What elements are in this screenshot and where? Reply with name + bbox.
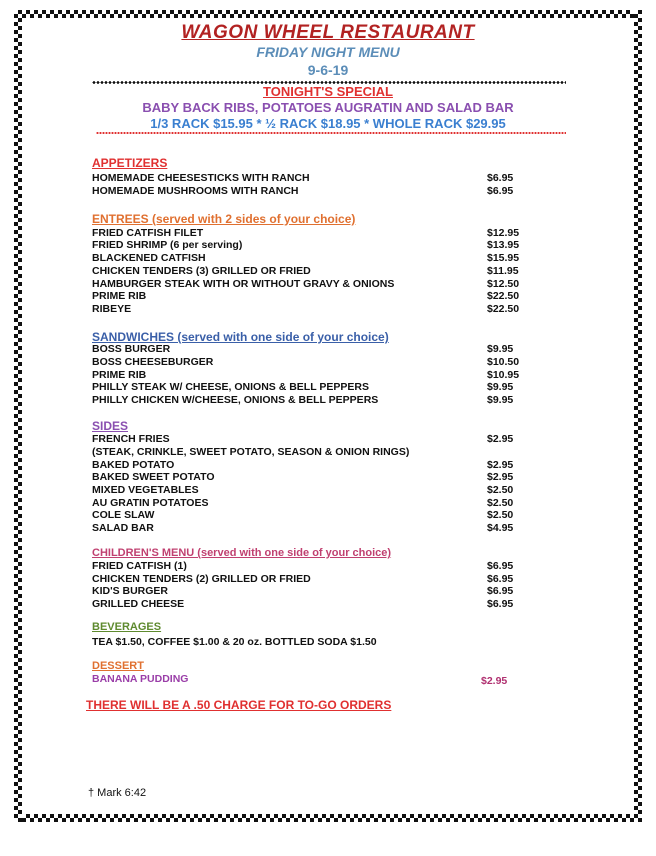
menu-item: BAKED POTATO [92,459,175,471]
menu-item: HOMEMADE MUSHROOMS WITH RANCH [92,185,299,197]
item-price: $6.95 [487,598,514,610]
beverages-text: TEA $1.50, COFFEE $1.00 & 20 oz. BOTTLED SODA $1.50 [92,636,377,648]
menu-item: HOMEMADE CHEESESTICKS WITH RANCH [92,172,310,184]
menu-item: BANANA PUDDING [92,673,189,685]
menu-item: RIBEYE [92,303,132,315]
item-price: $6.95 [487,585,514,597]
to-go-charge-notice: THERE WILL BE A .50 CHARGE FOR TO-GO ORDERS [86,698,392,712]
menu-item: PRIME RIB [92,290,147,302]
menu-item: BLACKENED CATFISH [92,252,206,264]
item-price: $12.95 [487,227,520,239]
menu-item: BAKED SWEET POTATO [92,471,215,483]
item-price: $2.95 [487,459,514,471]
item-price: $9.95 [487,394,514,406]
item-price: $22.50 [487,303,520,315]
item-price: $2.95 [487,471,514,483]
menu-item: HAMBURGER STEAK WITH OR WITHOUT GRAVY & ONIONS [92,278,395,290]
item-price: $11.95 [487,265,519,277]
item-price: $6.95 [487,172,514,184]
menu-item: CHICKEN TENDERS (3) GRILLED OR FRIED [92,265,311,277]
special-label: TONIGHT'S SPECIAL [263,84,393,99]
menu-item: COLE SLAW [92,509,155,521]
menu-item: FRIED CATFISH FILET [92,227,204,239]
menu-subtitle: FRIDAY NIGHT MENU [256,44,400,60]
item-price: $2.95 [481,675,508,687]
item-price: $2.50 [487,509,514,521]
menu-item: CHICKEN TENDERS (2) GRILLED OR FRIED [92,573,311,585]
asterisk-divider [96,131,566,135]
section-heading-entrees: ENTREES (served with 2 sides of your choice) [92,212,356,226]
item-price: $10.95 [487,369,520,381]
menu-item: FRIED SHRIMP (6 per serving) [92,239,243,251]
footer-verse: † Mark 6:42 [88,787,147,799]
menu-item: BOSS CHEESEBURGER [92,356,214,368]
menu-item: KID'S BURGER [92,585,169,597]
checkered-border-right [634,10,642,822]
item-price: $6.95 [487,560,514,572]
menu-item-note: (STEAK, CRINKLE, SWEET POTATO, SEASON & ONION RINGS) [92,446,410,458]
item-price: $2.50 [487,497,514,509]
section-heading-appetizers: APPETIZERS [92,156,168,170]
menu-item: BOSS BURGER [92,343,171,355]
section-heading-childrens-menu: CHILDREN'S MENU (served with one side of your choice) [92,547,392,559]
menu-item: PHILLY CHICKEN W/CHEESE, ONIONS & BELL PEPPERS [92,394,379,406]
item-price: $2.95 [487,433,514,445]
menu-item: AU GRATIN POTATOES [92,497,209,509]
restaurant-title: WAGON WHEEL RESTAURANT [181,22,475,43]
menu-item: FRENCH FRIES [92,433,170,445]
section-heading-dessert: DESSERT [92,660,144,672]
menu-date: 9-6-19 [307,62,349,78]
item-price: $6.95 [487,573,514,585]
item-price: $13.95 [487,239,520,251]
checkered-border-left [14,10,22,822]
item-price: $12.50 [487,278,520,290]
item-price: $4.95 [487,522,514,534]
menu-item: SALAD BAR [92,522,154,534]
item-price: $15.95 [487,252,520,264]
menu-item: PRIME RIB [92,369,147,381]
item-price: $9.95 [487,343,514,355]
special-prices: 1/3 RACK $15.95 * ½ RACK $18.95 * WHOLE RACK $29.95 [150,116,506,131]
checkered-border-bottom [22,814,634,822]
menu-item: GRILLED CHEESE [92,598,185,610]
special-description: BABY BACK RIBS, POTATOES AUGRATIN AND SALAD BAR [142,100,514,115]
item-price: $9.95 [487,381,514,393]
section-heading-beverages: BEVERAGES [92,621,162,633]
section-heading-sides: SIDES [92,419,129,433]
checkered-border-top [22,10,634,18]
menu-item: PHILLY STEAK W/ CHEESE, ONIONS & BELL PEPPERS [92,381,369,393]
item-price: $6.95 [487,185,514,197]
item-price: $22.50 [487,290,520,302]
item-price: $10.50 [487,356,520,368]
menu-item: FRIED CATFISH (1) [92,560,187,572]
menu-item: MIXED VEGETABLES [92,484,199,496]
item-price: $2.50 [487,484,514,496]
section-heading-sandwiches: SANDWICHES (served with one side of your choice) [92,330,389,344]
